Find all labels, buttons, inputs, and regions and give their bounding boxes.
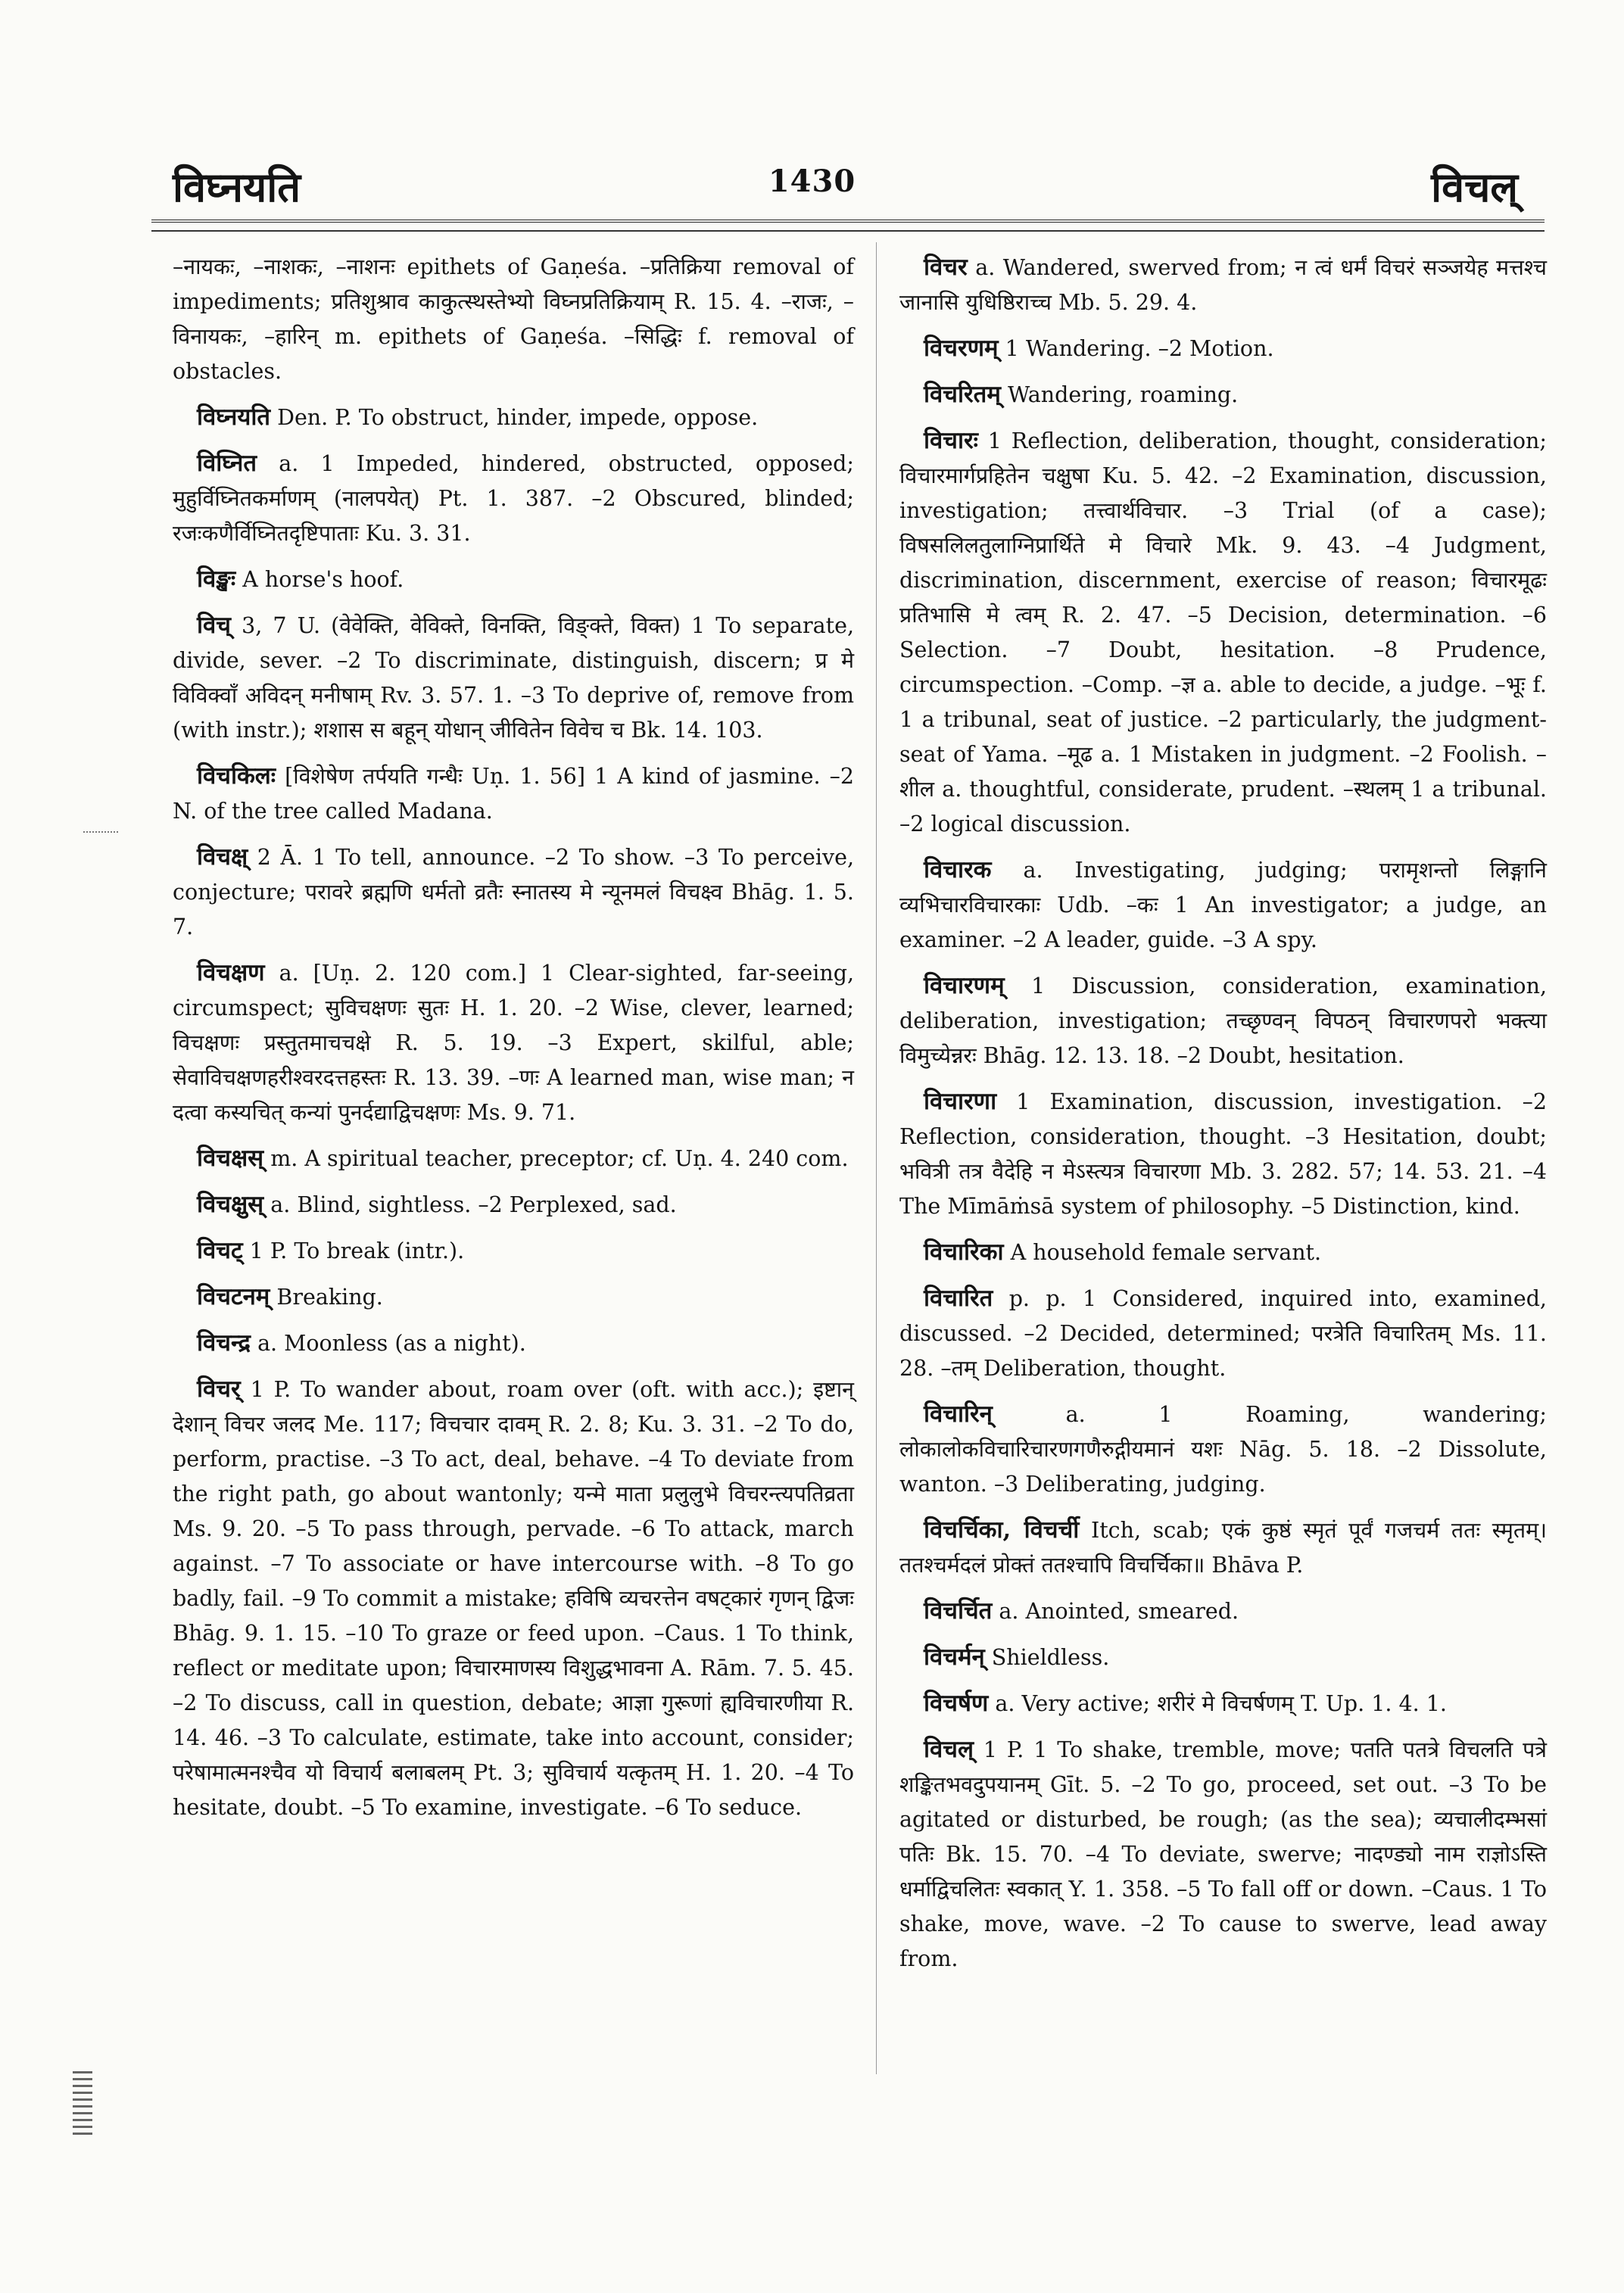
page-header xyxy=(0,157,1624,226)
entry-headword: विचर्चिका, विचर्ची xyxy=(924,1516,1080,1544)
entry-definition: a. Blind, sightless. –2 Perplexed, sad. xyxy=(270,1192,677,1217)
dictionary-entry xyxy=(899,1513,1547,1583)
dictionary-entry xyxy=(173,1372,854,1825)
entry-definition: 1 Wandering. –2 Motion. xyxy=(1005,336,1274,361)
entry-definition: 2 Ā. 1 To tell, announce. –2 To show. –3 To perceive, conjecture; परावरे ब्रह्मणि धर्मतो व्रतैः स्नातस्य मे न्यूनमलं विचक्ष्व Bhāg. 1. 5. 7. xyxy=(173,845,855,939)
entry-definition: –नायकः, –नाशकः, –नाशनः epithets of Gaṇeśa. –प्रतिक्रिया removal of impediments; प्रतिशुश्राव काकुत्स्थस्तेभ्यो विघ्नप्रतिक्रियाम् R. 15. 4. –राजः, –विनायकः, –हारिन् m. epithets of Gaṇeśa. –सिद्धिः f. removal of obstacles. xyxy=(173,254,854,384)
entry-definition: a. 1 Impeded, hindered, obstructed, opposed; मुहुर्विघ्नितकर्माणम् (नालपयेत्) Pt. 1. 387. –2 Obscured, blinded; रजःकणैर्विघ्नितदृष्टिपाताः Ku. 3. 31. xyxy=(173,451,854,546)
entry-definition: a. Very active; शरीरं मे विचर्षणम् T. Up. 1. 4. 1. xyxy=(995,1691,1447,1716)
dictionary-entry xyxy=(899,423,1547,842)
dictionary-entry xyxy=(173,1233,854,1269)
header-rule-thin xyxy=(151,230,1545,232)
dictionary-entry xyxy=(899,1084,1547,1224)
entry-headword: विघ्नयति xyxy=(197,403,271,431)
header-rule xyxy=(151,220,1545,223)
entry-headword: विचारित xyxy=(924,1285,993,1312)
entry-headword: विचटनम् xyxy=(197,1283,270,1310)
left-column xyxy=(173,250,854,1836)
entry-definition: a. 1 Roaming, wandering; लोकालोकविचारिचारणगणैरुद्गीयमानं यशः Nāg. 5. 18. –2 Dissolute, wanton. –3 Deliberating, judging. xyxy=(899,1402,1548,1497)
dictionary-entry xyxy=(173,446,854,551)
entry-headword: विचल् xyxy=(924,1736,974,1763)
entry-headword: विचारणा xyxy=(924,1088,997,1115)
dictionary-entry xyxy=(899,250,1547,320)
column-divider xyxy=(876,242,877,2074)
entry-definition: A horse's hoof. xyxy=(242,567,404,592)
entry-headword: विचरितम् xyxy=(924,381,1001,408)
margin-dots xyxy=(83,824,118,833)
dictionary-entry xyxy=(899,852,1547,958)
dictionary-entry xyxy=(899,1732,1547,1977)
entry-headword: विचारक xyxy=(924,856,992,883)
entry-definition: a. Investigating, judging; परामृशन्तो लिङ्गानि व्यभिचारविचारकाः Udb. –कः 1 An investigator; a judge, an examiner. –2 A leader, guide. –3 A spy. xyxy=(899,858,1548,952)
entry-definition: A household female servant. xyxy=(1010,1240,1322,1265)
entry-headword: विघ्नित xyxy=(197,450,257,477)
entry-definition: p. p. 1 Considered, inquired into, examined, discussed. –2 Decided, determined; परत्रेति विचारितम् Ms. 11. 28. –तम् Deliberation, thought. xyxy=(899,1286,1547,1381)
dictionary-entry xyxy=(173,608,854,748)
entry-headword: विचट् xyxy=(197,1237,243,1264)
right-guide-word: विचल् xyxy=(1431,163,1518,211)
page-number: 1430 xyxy=(768,164,856,199)
margin-scan-mark xyxy=(73,2067,92,2135)
entry-definition: a. [Uṇ. 2. 120 com.] 1 Clear-sighted, far-seeing, circumspect; सुविचक्षणः सुतः H. 1. 20. –2 Wise, clever, learned; विचक्षणः प्रस्तुतमाचचक्षे R. 5. 19. –3 Expert, skilful, able; सेवाविचक्षणहरीश्वरदत्तहस्तः R. 13. 39. –णः A learned man, wise man; न दत्वा कस्यचित् कन्यां पुनर्दद्याद्विचक्षणः Ms. 9. 71. xyxy=(173,961,855,1125)
dictionary-entry xyxy=(899,1281,1547,1386)
entry-definition: Itch, scab; एकं कुष्ठं स्मृतं पूर्वं गजचर्म ततः स्मृतम्। ततश्चर्मदलं प्रोक्तं ततश्चापि विचर्चिका॥ Bhāva P. xyxy=(899,1518,1547,1578)
entry-definition: 1 Discussion, consideration, examination, deliberation, investigation; तच्छृण्वन् विपठन् विचारणपरो भक्त्या विमुच्येन्नरः Bhāg. 12. 13. 18. –2 Doubt, hesitation. xyxy=(899,974,1547,1068)
dictionary-entry xyxy=(899,331,1547,366)
entry-headword: विचरणम् xyxy=(924,335,999,362)
dictionary-entry xyxy=(899,968,1547,1073)
entry-definition: Wandering, roaming. xyxy=(1007,382,1239,407)
entry-headword: विचकिलः xyxy=(197,762,276,790)
entry-definition: a. Wandered, swerved from; न त्वं धर्मं विचरं सञ्जयेह मत्तश्च जानासि युधिष्ठिराच्च Mb. 5. 29. 4. xyxy=(899,255,1548,315)
entry-headword: विचन्द्र xyxy=(197,1329,251,1357)
entry-headword: विचर् xyxy=(197,1375,241,1403)
entry-headword: विचारिका xyxy=(924,1238,1004,1266)
entry-definition: 1 P. To wander about, roam over (oft. with acc.); इष्टान् देशान् विचर जलद Me. 117; विचचार दावम् R. 2. 8; Ku. 3. 31. –2 To do, perform, practise. –3 To act, deal, behave. –4 To deviate from the right path, go about wantonly; यन्मे माता प्रलुलुभे विचरन्त्यपतिव्रता Ms. 9. 20. –5 To pass through, pervade. –6 To attack, march against. –7 To associate or have intercourse with. –8 To go badly, fail. –9 To commit a mistake; हविषि व्यचरत्तेन वषट्कारं गृणन् द्विजः Bhāg. 9. 1. 15. –10 To graze or feed upon. –Caus. 1 To think, reflect or meditate upon; विचारमाणस्य विशुद्धभावना A. Rām. 7. 5. 45. –2 To discuss, call in question, debate; आज्ञा गुरूणां ह्यविचारणीया R. 14. 46. –3 To calculate, estimate, take into account, consider; परेषामात्मनश्चैव यो विचार्य बलाबलम् Pt. 3; सुविचार्य यत्कृतम् H. 1. 20. –4 To hesitate, doubt. –5 To examine, investigate. –6 To seduce. xyxy=(173,1377,854,1820)
dictionary-entry xyxy=(173,1326,854,1361)
entry-headword: विचारणम् xyxy=(924,972,1005,999)
left-guide-word: विघ्नयति xyxy=(173,163,301,211)
dictionary-entry xyxy=(173,955,854,1130)
entry-headword: विचारः xyxy=(924,427,978,454)
entry-definition: a. Anointed, smeared. xyxy=(999,1599,1239,1624)
dictionary-entry xyxy=(173,250,854,389)
entry-headword: विचक्षस् xyxy=(197,1145,264,1172)
dictionary-entry xyxy=(899,1686,1547,1721)
dictionary-entry xyxy=(899,1640,1547,1675)
entry-definition: m. A spiritual teacher, preceptor; cf. Uṇ. 4. 240 com. xyxy=(270,1146,849,1171)
dictionary-entry xyxy=(173,1141,854,1176)
entry-definition: Shieldless. xyxy=(991,1645,1110,1670)
entry-headword: विचारिन् xyxy=(924,1400,993,1428)
entry-definition: a. Moonless (as a night). xyxy=(257,1331,526,1356)
dictionary-entry xyxy=(899,1235,1547,1270)
dictionary-entry xyxy=(173,1187,854,1223)
entry-definition: 1 P. To break (intr.). xyxy=(249,1238,465,1263)
dictionary-entry xyxy=(173,759,854,829)
dictionary-entry xyxy=(173,562,854,597)
entry-definition: Breaking. xyxy=(276,1285,383,1310)
dictionary-entry xyxy=(173,840,854,945)
entry-headword: विचर xyxy=(924,254,968,281)
entry-headword: विच् xyxy=(197,612,231,639)
entry-definition: Den. P. To obstruct, hinder, impede, oppose. xyxy=(277,405,759,430)
entry-headword: विङ्खः xyxy=(197,565,236,593)
entry-definition: 1 Examination, discussion, investigation. –2 Reflection, consideration, thought. –3 Hesitation, doubt; भवित्री तत्र वैदेहि न मेऽस्त्यत्र विचारणा Mb. 3. 282. 57; 14. 53. 21. –4 The Mīmāṁsā system of philosophy. –5 Distinction, kind. xyxy=(899,1089,1547,1219)
dictionary-entry xyxy=(899,1397,1547,1502)
entry-definition: 1 P. 1 To shake, tremble, move; पतति पतत्रे विचलति पत्रे शङ्कितभवदुपयानम् Gīt. 5. –2 To go, proceed, set out. –3 To be agitated or disturbed, be rough; (as the sea); व्यचालीदम्भसां पतिः Bk. 15. 70. –4 To deviate, swerve; नादण्ड्यो नाम राज्ञोऽस्ति धर्माद्विचलितः स्वकात् Y. 1. 358. –5 To fall off or down. –Caus. 1 To shake, move, wave. –2 To cause to swerve, lead away from. xyxy=(899,1737,1547,1971)
entry-headword: विचक्षण xyxy=(197,959,265,986)
entry-headword: विचर्षण xyxy=(924,1690,989,1717)
entry-headword: विचक्षुस् xyxy=(197,1191,264,1218)
entry-headword: विचर्चित xyxy=(924,1597,993,1625)
right-column xyxy=(899,250,1547,1987)
entry-headword: विचक्ष् xyxy=(197,843,248,871)
entry-definition: 3, 7 U. (वेवेक्ति, वेविक्ते, विनक्ति, विङ्क्ते, विक्त) 1 To separate, divide, sever. –2 To discriminate, distinguish, discern; प्र मे विविक्वाँ अविदन् मनीषाम् Rv. 3. 57. 1. –3 To deprive of, remove from (with instr.); शशास स बहून् योधान् जीवितेन विवेच च Bk. 14. 103. xyxy=(173,613,854,743)
dictionary-entry xyxy=(899,377,1547,413)
dictionary-entry xyxy=(173,400,854,435)
entry-definition: [विशेषेण तर्पयति गन्धैः Uṇ. 1. 56] 1 A kind of jasmine. –2 N. of the tree called Madana. xyxy=(173,764,854,824)
dictionary-entry xyxy=(899,1594,1547,1629)
entry-definition: 1 Reflection, deliberation, thought, consideration; विचारमार्गप्रहितेन चक्षुषा Ku. 5. 42. –2 Examination, discussion, investigation; तत्त्वार्थविचार. –3 Trial (of a case); विषसलिलतुलाग्निप्रार्थिते मे विचारे Mk. 9. 43. –4 Judgment, discrimination, discernment, exercise of reason; विचारमूढः प्रतिभासि मे त्वम् R. 2. 47. –5 Decision, determination. –6 Selection. –7 Doubt, hesitation. –8 Prudence, circumspection. –Comp. –ज्ञ a. able to decide, a judge. –भूः f. 1 a tribunal, seat of justice. –2 particularly, the judgment-seat of Yama. –मूढ a. 1 Mistaken in judgment. –2 Foolish. –शील a. thoughtful, considerate, prudent. –स्थलम् 1 a tribunal. –2 logical discussion. xyxy=(899,428,1547,837)
entry-headword: विचर्मन् xyxy=(924,1643,985,1671)
dictionary-entry xyxy=(173,1279,854,1315)
